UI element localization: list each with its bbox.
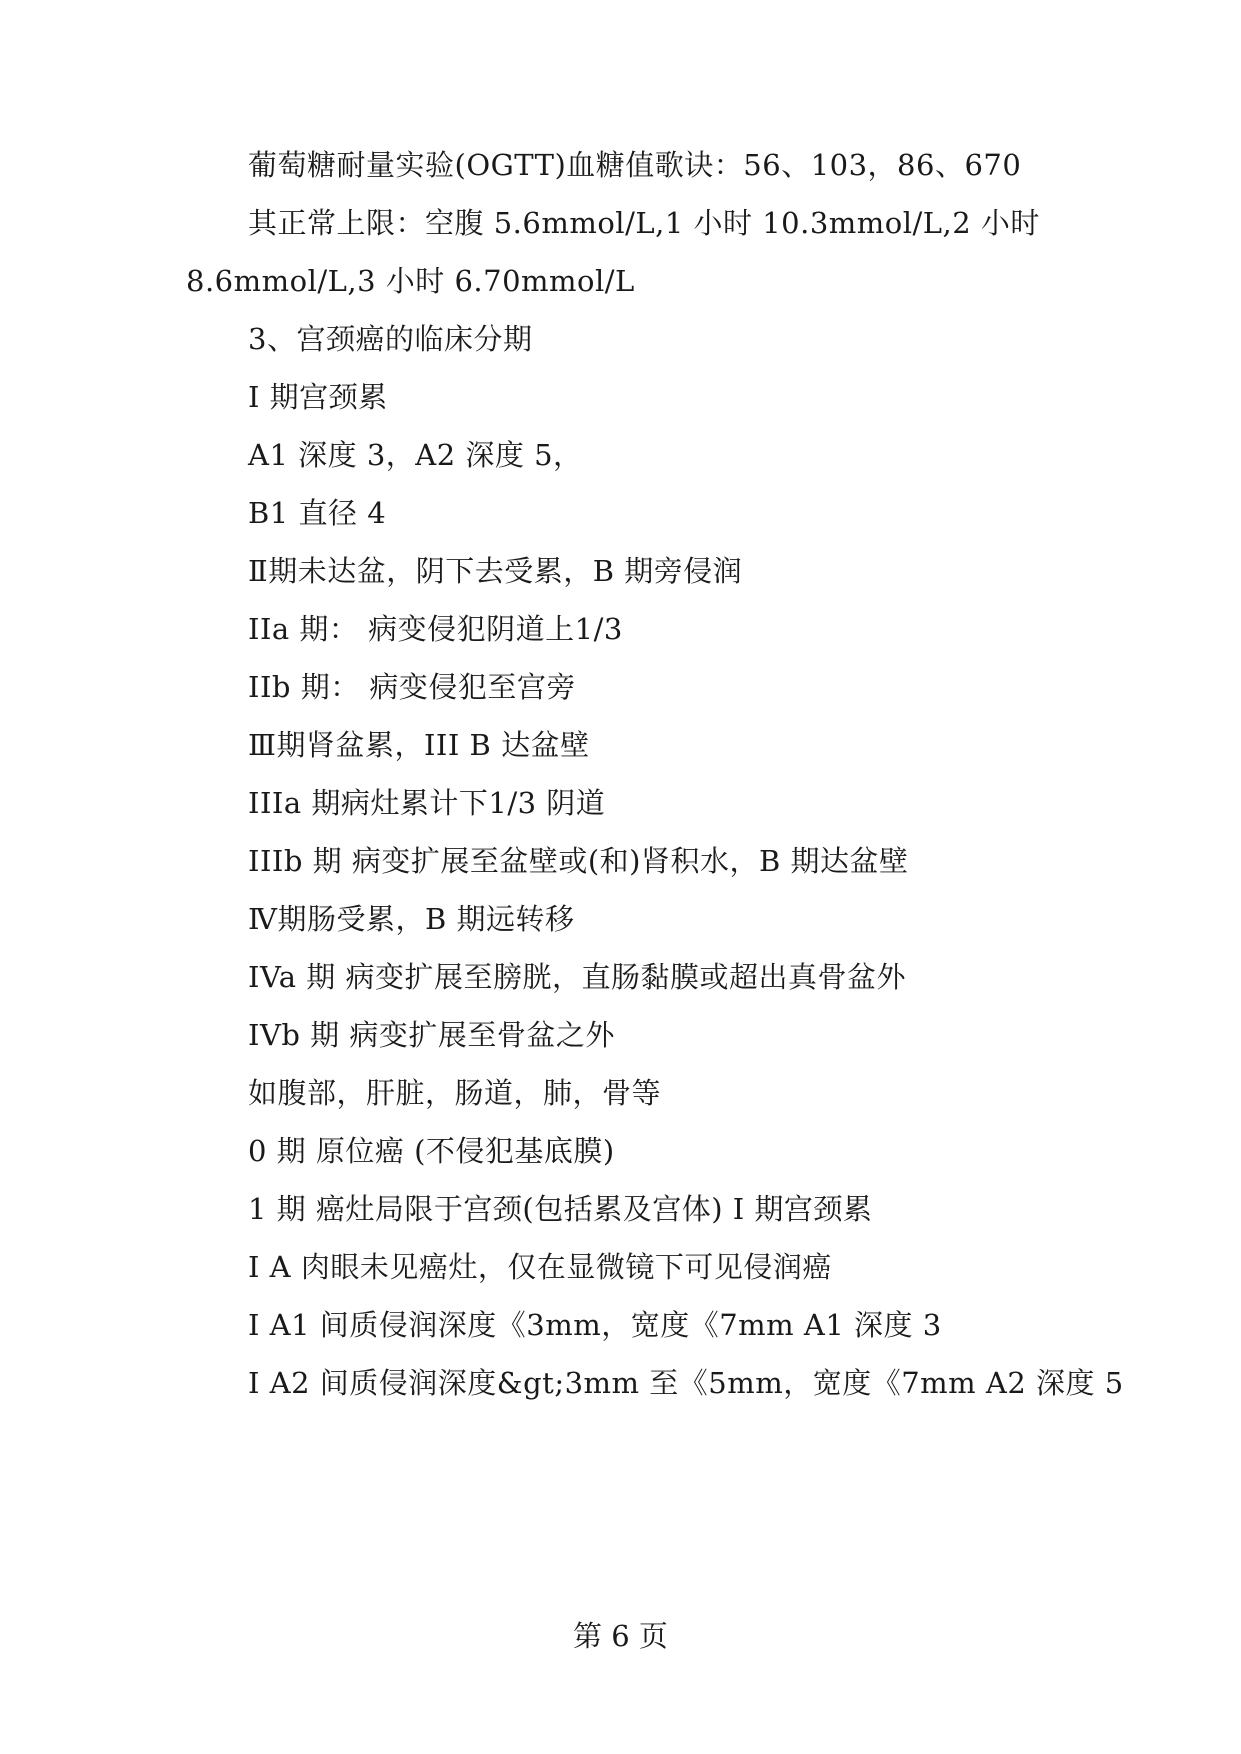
text-line-10: IIb 期： 病变侵犯至宫旁 bbox=[248, 670, 576, 704]
text-line-7: B1 直径 4 bbox=[248, 496, 387, 530]
text-line-5: I 期宫颈累 bbox=[248, 380, 388, 414]
text-line-8: Ⅱ期未达盆，阴下去受累，B 期旁侵润 bbox=[248, 554, 743, 588]
text-line-13: IIIb 期 病变扩展至盆壁或(和)肾积水，B 期达盆壁 bbox=[248, 844, 909, 878]
text-line-6: A1 深度 3，A2 深度 5， bbox=[248, 438, 583, 472]
text-line-3: 8.6mmol/L,3 小时 6.70mmol/L bbox=[186, 264, 635, 298]
text-line-9: IIa 期： 病变侵犯阴道上1/3 bbox=[248, 612, 623, 646]
text-line-15: IVa 期 病变扩展至膀胱，直肠黏膜或超出真骨盆外 bbox=[248, 960, 906, 994]
text-line-12: IIIa 期病灶累计下1/3 阴道 bbox=[248, 786, 606, 820]
text-line-1: 葡萄糖耐量实验(OGTT)血糖值歌诀：56、103，86、670 bbox=[248, 148, 1022, 182]
text-line-17: 如腹部，肝脏，肠道，肺，骨等 bbox=[248, 1076, 662, 1110]
page-number: 第 6 页 bbox=[573, 1619, 668, 1653]
text-line-21: I A1 间质侵润深度《3mm，宽度《7mm A1 深度 3 bbox=[248, 1308, 942, 1342]
section-heading: 3、宫颈癌的临床分期 bbox=[248, 322, 533, 356]
text-line-18: 0 期 原位癌 (不侵犯基底膜) bbox=[248, 1134, 615, 1168]
text-line-16: IVb 期 病变扩展至骨盆之外 bbox=[248, 1018, 615, 1052]
text-line-22: I A2 间质侵润深度&gt;3mm 至《5mm，宽度《7mm A2 深度 5 bbox=[248, 1366, 1124, 1400]
text-line-20: I A 肉眼未见癌灶，仅在显微镜下可见侵润癌 bbox=[248, 1250, 832, 1284]
text-line-19: 1 期 癌灶局限于宫颈(包括累及宫体) I 期宫颈累 bbox=[248, 1192, 873, 1226]
text-line-11: Ⅲ期肾盆累，III B 达盆壁 bbox=[248, 728, 590, 762]
text-line-2: 其正常上限：空腹 5.6mmol/L,1 小时 10.3mmol/L,2 小时 bbox=[248, 206, 1040, 240]
text-line-14: Ⅳ期肠受累，B 期远转移 bbox=[248, 902, 575, 936]
